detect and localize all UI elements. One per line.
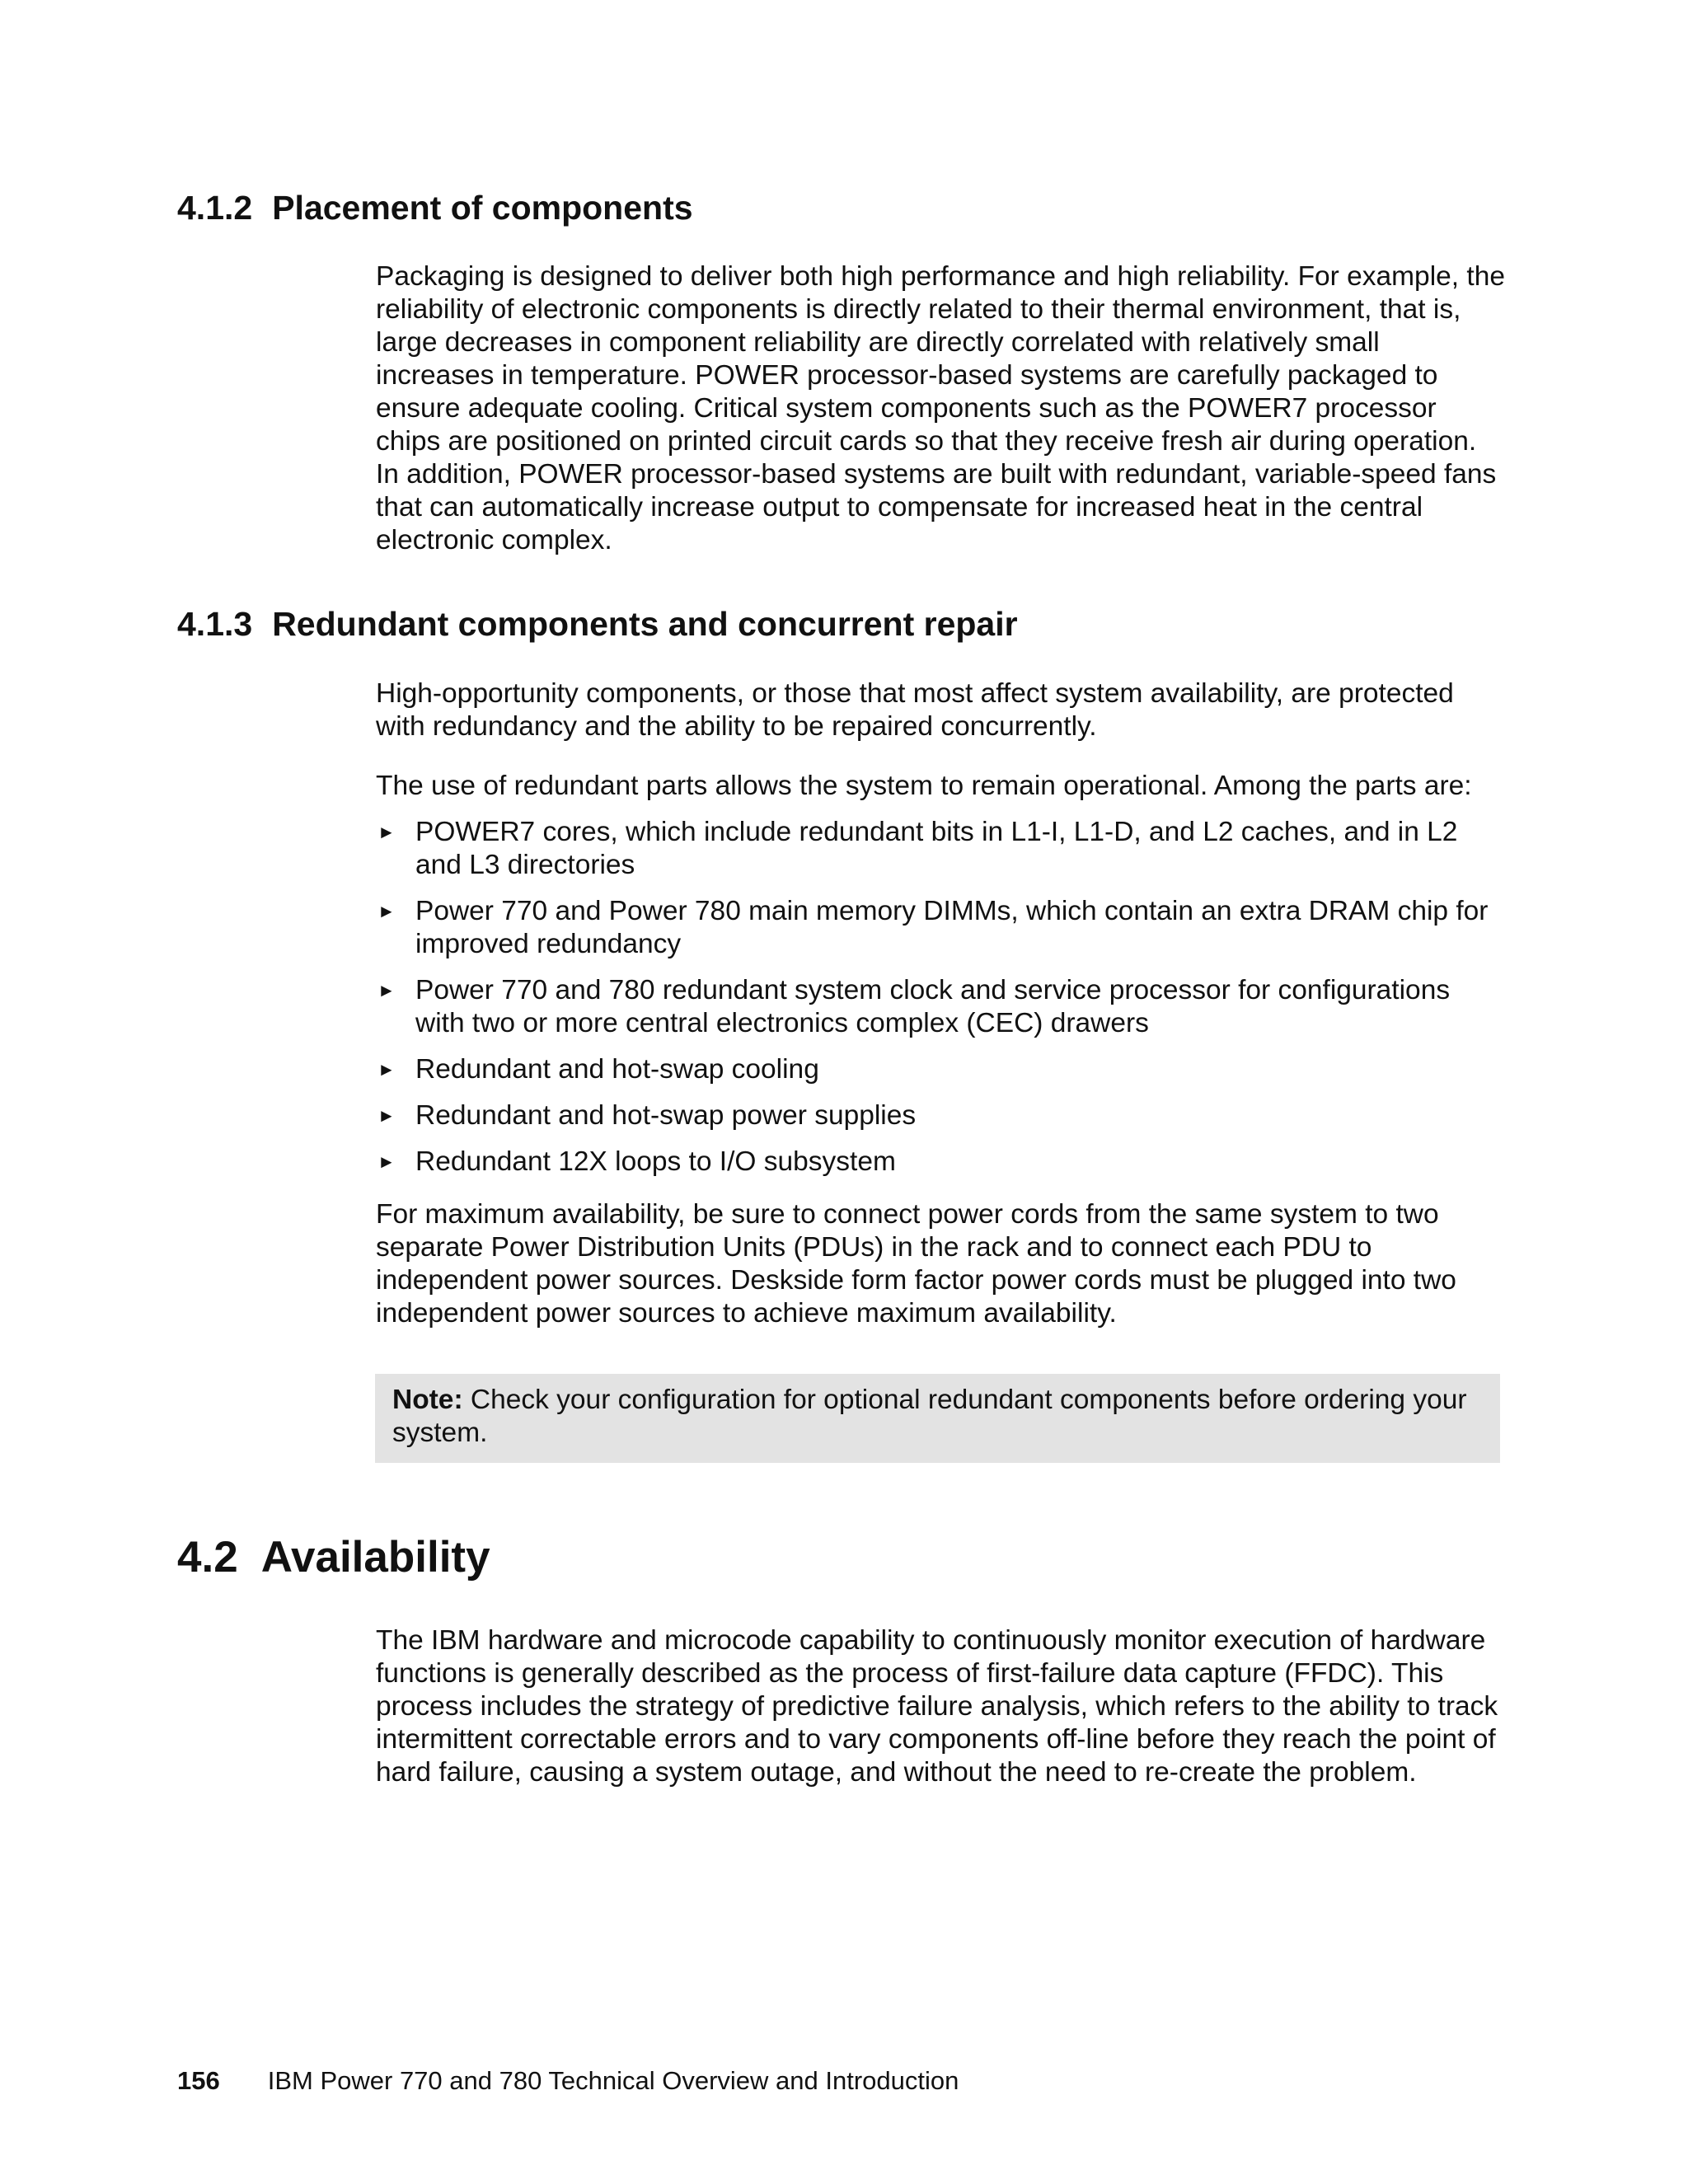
list-item: ► Redundant and hot-swap cooling — [377, 1054, 819, 1085]
section-number: 4.1.2 — [177, 189, 253, 227]
bullet-arrow-icon: ► — [377, 822, 396, 842]
list-item: ► POWER7 cores, which include redundant bits in L1-I, L1-D, and L2 caches, and in L2 and L3 directories — [377, 817, 1458, 880]
list-item: ► Redundant and hot-swap power supplies — [377, 1100, 917, 1131]
list-item: ► Power 770 and Power 780 main memory DIMMs, which contain an extra DRAM chip for improved redundancy — [377, 896, 1489, 959]
note-label: Note: — [392, 1385, 463, 1415]
section-number: 4.2 — [177, 1533, 238, 1582]
section-title: Placement of components — [272, 189, 693, 227]
section-heading-placement — [177, 188, 693, 227]
page-footer — [177, 2064, 959, 2097]
placement-paragraph: Packaging is designed to deliver both high performance and high reliability. For example, the reliability of electronic components is directly related to their thermal environment, that is, large decreases in component reliability are directly correlated with relatively small increases in temperature. POWER processor-based systems are carefully packaged to ensure adequate cooling. Critical system components such as the POWER7 processor chips are positioned on printed circuit cards so that they receive fresh air during operation. In addition, POWER processor-based systems are built with redundant, variable-speed fans that can automatically increase output to compensate for increased heat in the central electronic complex. — [376, 261, 1505, 555]
redundant-paragraph-2: The use of redundant parts allows the system to remain operational. Among the parts are: — [376, 771, 1472, 801]
note-text: Check your configuration for optional redundant components before ordering your system. — [392, 1385, 1467, 1448]
availability-body — [376, 1624, 1505, 1789]
redundant-body — [376, 677, 1505, 1330]
section-number: 4.1.3 — [177, 605, 253, 643]
page-number: 156 — [177, 2066, 220, 2095]
bullet-arrow-icon: ► — [377, 980, 396, 1001]
redundant-paragraph-3: For maximum availability, be sure to connect power cords from the same system to two separate Power Distribution Units (PDUs) in the rack and to connect each PDU to independent power sources. Deskside form factor power cords must be plugged into two independent power sources to achieve maximum availability. — [376, 1199, 1456, 1329]
bullet-arrow-icon: ► — [377, 1105, 396, 1126]
book-title: IBM Power 770 and 780 Technical Overview and Introduction — [267, 2066, 959, 2095]
availability-paragraph: The IBM hardware and microcode capability to continuously monitor execution of hardware functions is generally described as the process of first-failure data capture (FFDC). This process includes the strategy of predictive failure analysis, which refers to the ability to track intermittent correctable errors and to vary components off-line before they reach the point of hard failure, causing a system outage, and without the need to re-create the problem. — [376, 1625, 1498, 1788]
list-item: ► Power 770 and 780 redundant system clock and service processor for configurations with two or more central electronics complex (CEC) drawers — [377, 975, 1451, 1038]
section-heading-availability — [177, 1533, 490, 1582]
section-title: Redundant components and concurrent repair — [272, 605, 1018, 643]
bullet-arrow-icon: ► — [377, 1059, 396, 1080]
placement-body — [376, 260, 1505, 557]
section-title: Availability — [260, 1533, 490, 1582]
note-box — [375, 1374, 1500, 1463]
bullet-arrow-icon: ► — [377, 901, 396, 921]
list-item: ► Redundant 12X loops to I/O subsystem — [377, 1146, 896, 1177]
bullet-arrow-icon: ► — [377, 1151, 396, 1172]
redundant-paragraph-1: High-opportunity components, or those that most affect system availability, are protected with redundancy and the ability to be repaired concurrently. — [376, 678, 1454, 742]
redundant-parts-list — [376, 816, 1505, 1179]
section-heading-redundant — [177, 604, 1018, 644]
